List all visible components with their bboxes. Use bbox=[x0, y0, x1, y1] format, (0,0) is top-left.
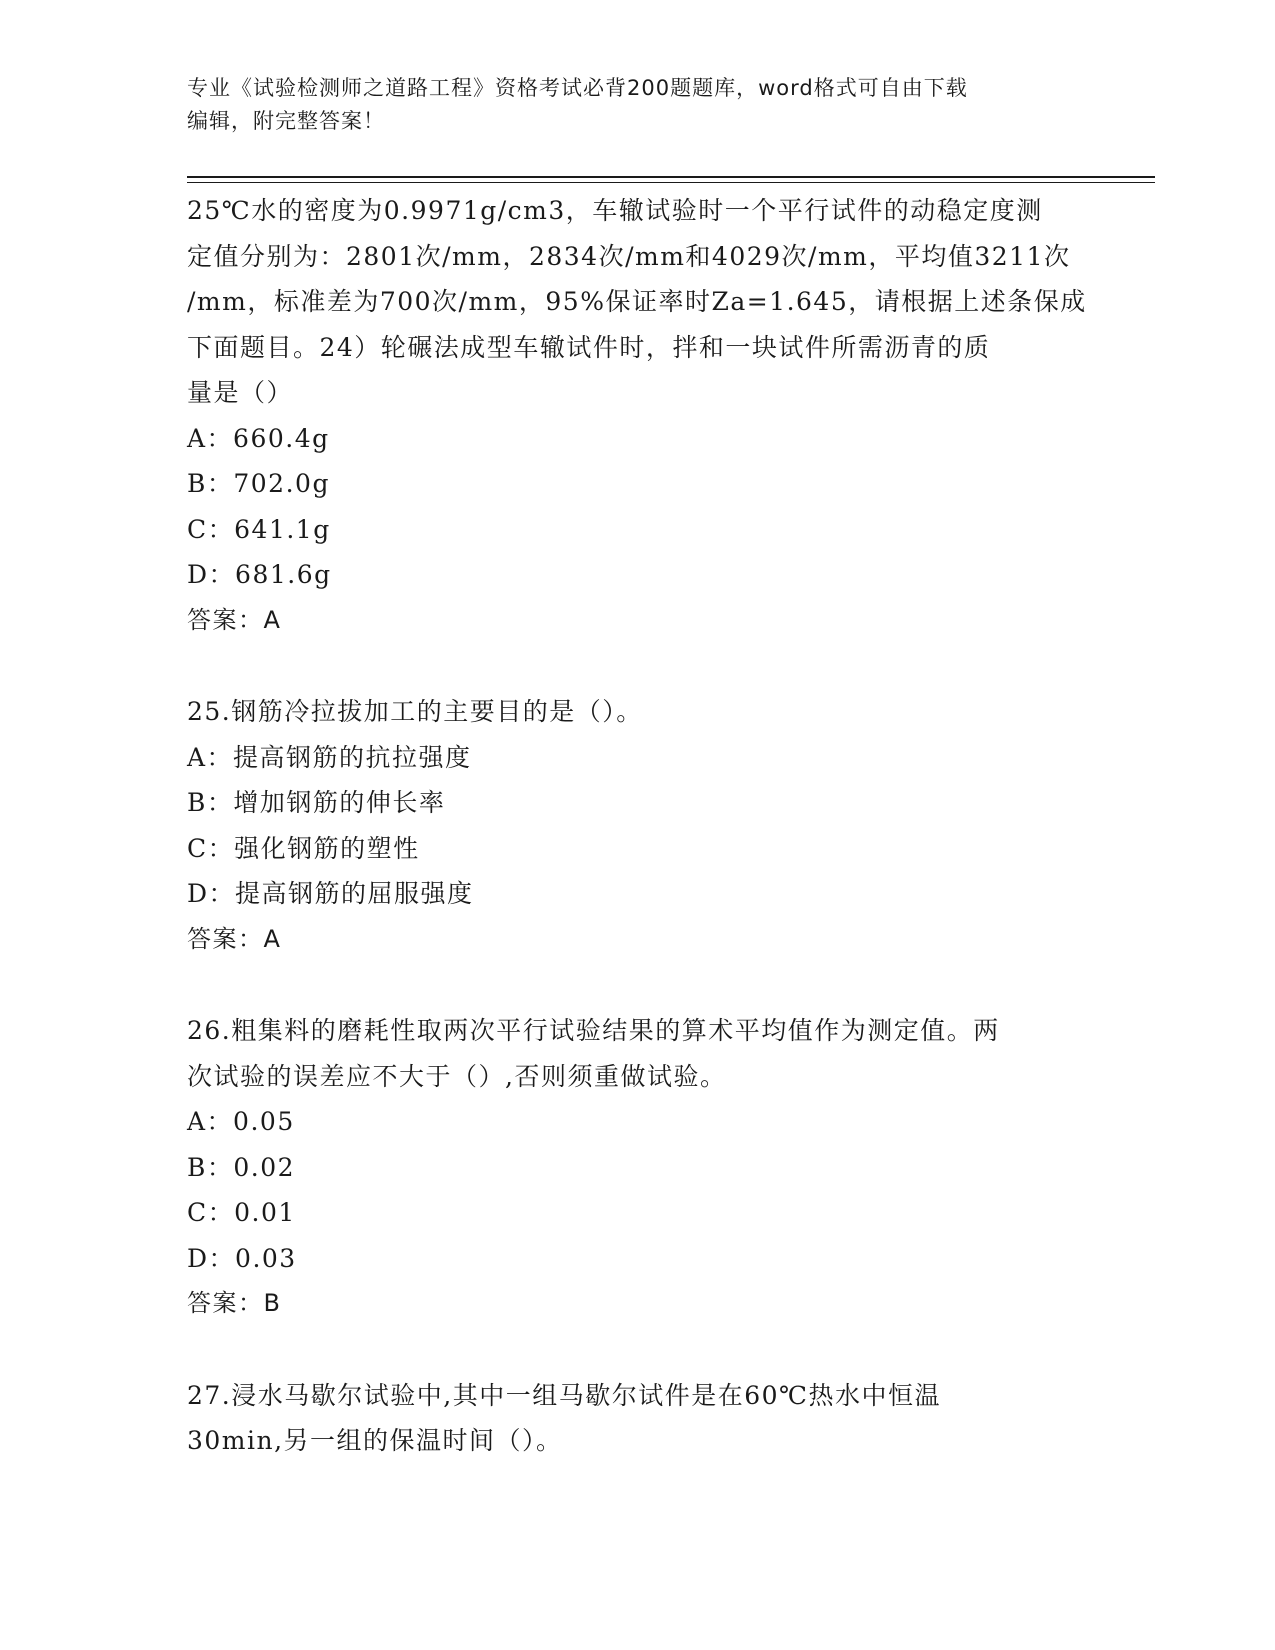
question-spacer bbox=[187, 643, 1087, 689]
answer-line: 答案：A bbox=[187, 924, 282, 953]
option-c: C：强化钢筋的塑性 bbox=[187, 833, 420, 863]
question-block bbox=[187, 1373, 1087, 1464]
header-line-1: 专业《试验检测师之道路工程》资格考试必背200题题库，word格式可自由下载 bbox=[187, 76, 968, 100]
option-b: B：0.02 bbox=[187, 1152, 296, 1182]
question-stem-line: 定值分别为：2801次/mm，2834次/mm和4029次/mm，平均值3211次 bbox=[187, 241, 1071, 271]
question-block bbox=[187, 689, 1087, 962]
option-c: C：641.1g bbox=[187, 514, 331, 544]
option-a: A：660.4g bbox=[187, 423, 330, 453]
option-b: B：增加钢筋的伸长率 bbox=[187, 788, 446, 817]
option-a: A：提高钢筋的抗拉强度 bbox=[187, 742, 472, 772]
option-d: D：提高钢筋的屈服强度 bbox=[187, 879, 474, 908]
answer-line: 答案：A bbox=[187, 605, 282, 634]
question-stem-line: 25.钢筋冷拉拔加工的主要目的是（）。 bbox=[187, 697, 643, 726]
option-d: D：681.6g bbox=[187, 560, 332, 589]
question-list bbox=[187, 188, 1087, 1464]
question-stem-line: 26.粗集料的磨耗性取两次平行试验结果的算术平均值作为测定值。两 bbox=[187, 1016, 1000, 1045]
header-divider-thin bbox=[187, 182, 1155, 183]
question-spacer bbox=[187, 962, 1087, 1008]
option-c: C：0.01 bbox=[187, 1198, 296, 1227]
header-line-2: 编辑，附完整答案！ bbox=[187, 109, 385, 133]
header-divider-thick bbox=[187, 176, 1155, 178]
question-stem-line: 量是（） bbox=[187, 378, 294, 407]
question-block bbox=[187, 1008, 1087, 1327]
question-stem-line: 30min,另一组的保温时间（）。 bbox=[187, 1426, 563, 1455]
question-stem-line: 下面题目。24）轮碾法成型车辙试件时，拌和一块试件所需沥青的质 bbox=[187, 332, 991, 362]
document-header bbox=[187, 72, 1087, 138]
question-stem-line: 27.浸水马歇尔试验中,其中一组马歇尔试件是在60℃热水中恒温 bbox=[187, 1380, 941, 1410]
question-stem-line: /mm，标准差为700次/mm，95%保证率时Za=1.645，请根据上述条保成 bbox=[187, 287, 1087, 316]
answer-line: 答案：B bbox=[187, 1289, 282, 1317]
question-spacer bbox=[187, 1327, 1087, 1373]
option-a: A：0.05 bbox=[187, 1107, 295, 1136]
option-b: B：702.0g bbox=[187, 469, 330, 498]
question-stem-line: 25℃水的密度为0.9971g/cm3，车辙试验时一个平行试件的动稳定度测 bbox=[187, 196, 1043, 225]
question-stem-line: 次试验的误差应不大于（）,否则须重做试验。 bbox=[187, 1061, 727, 1091]
question-block bbox=[187, 188, 1087, 643]
option-d: D：0.03 bbox=[187, 1243, 297, 1273]
